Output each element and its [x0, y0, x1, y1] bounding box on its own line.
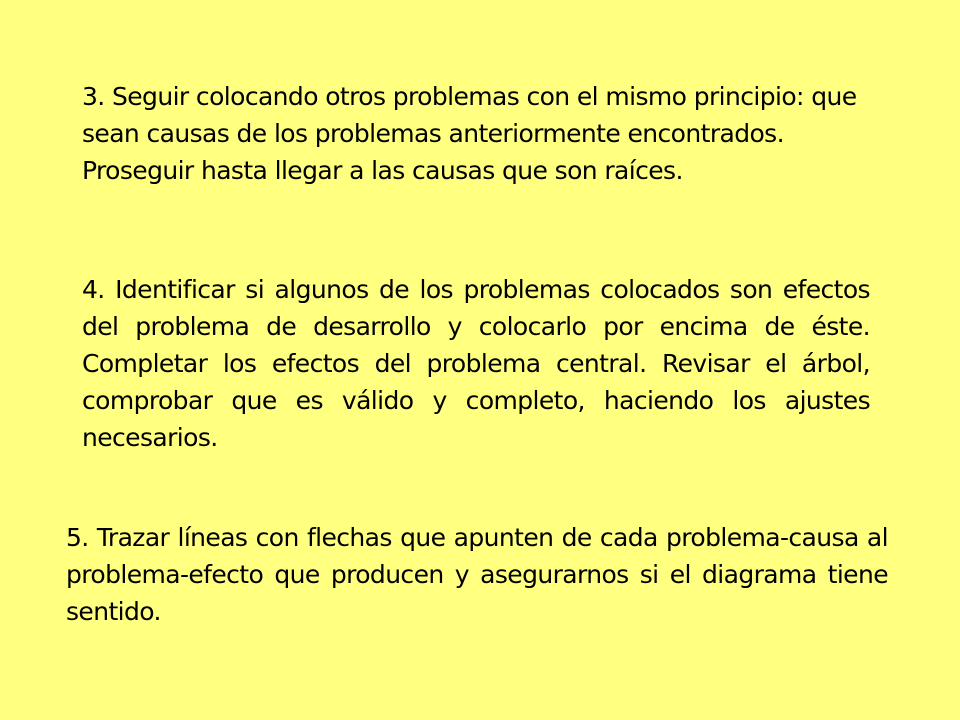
step-5-paragraph: 5. Trazar líneas con flechas que apunten de cada problema-causa al problema-efecto que producen y asegurarnos si el diagrama tiene sentido. [66, 523, 888, 626]
step-3-paragraph: 3. Seguir colocando otros problemas con el mismo principio: que sean causas de los problemas anteriormente encontrados. Proseguir hasta llegar a las causas que son raíces. [82, 82, 857, 185]
step-4-paragraph: 4. Identificar si algunos de los problemas colocados son efectos del problema de desarrollo y colocarlo por encima de éste. Completar los efectos del problema central. Revisar el árbol, comprobar que es válido y completo, haciendo los ajustes necesarios. [82, 275, 870, 452]
